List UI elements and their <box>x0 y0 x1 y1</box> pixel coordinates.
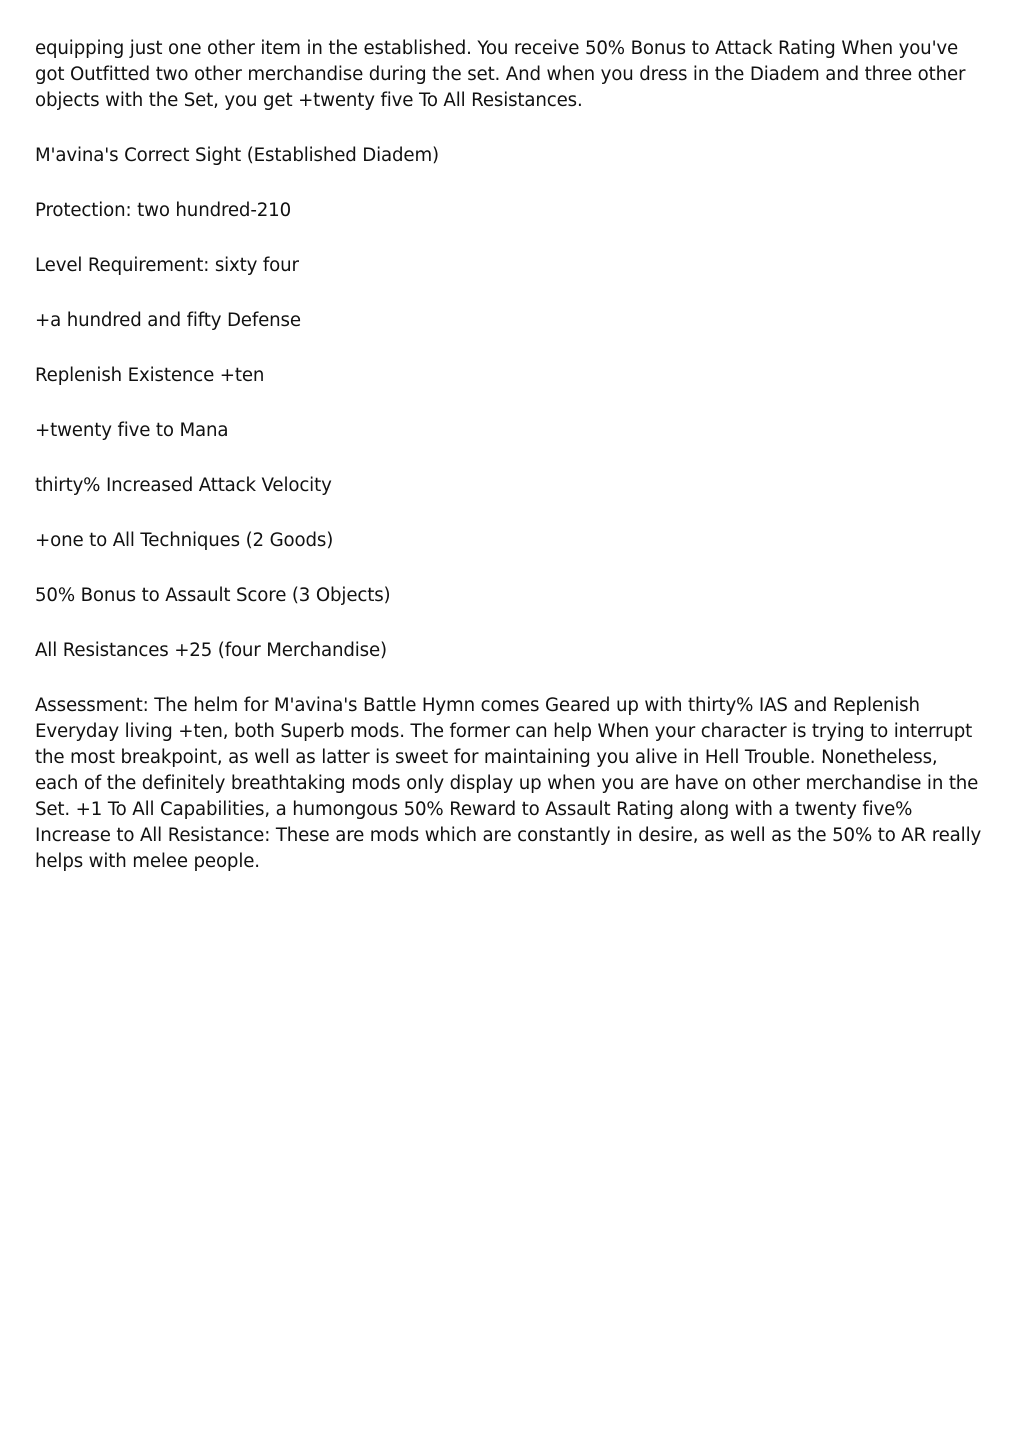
stat-replenish-life: Replenish Existence +ten <box>35 365 265 386</box>
assessment-paragraph: Assessment: The helm for M'avina's Battle Hymn comes Geared up with thirty% IAS and Replenish Everyday living +ten, both Superb mods. The former can help When your character is trying to interrupt the most breakpoint, as well as latter is sweet for maintaining you alive in Hell Trouble. Nonetheless, each of the definitely breathtaking mods only display up when you are have on other merchandise in the Set. +1 To All Capabilities, a humongous 50% Reward to Assault Rating along with a twenty five% Increase to All Resistance: These are mods which are constantly in desire, as well as the 50% to AR really helps with melee people. <box>35 695 982 872</box>
stat-mana: +twenty five to Mana <box>35 420 229 441</box>
stat-attack-speed: thirty% Increased Attack Velocity <box>35 475 332 496</box>
document-page <box>35 36 985 875</box>
stat-protection: Protection: two hundred-210 <box>35 200 292 221</box>
item-title: M'avina's Correct Sight (Established Diadem) <box>35 145 439 166</box>
stat-all-skills: +one to All Techniques (2 Goods) <box>35 530 334 551</box>
intro-paragraph: equipping just one other item in the established. You receive 50% Bonus to Attack Rating When you've got Outfitted two other merchandise during the set. And when you dress in the Diadem and three other objects with the Set, you get +twenty five To All Resistances. <box>35 38 966 111</box>
stat-all-resistances: All Resistances +25 (four Merchandise) <box>35 640 387 661</box>
stat-defense: +a hundred and fifty Defense <box>35 310 301 331</box>
stat-level-requirement: Level Requirement: sixty four <box>35 255 299 276</box>
stat-attack-rating-bonus: 50% Bonus to Assault Score (3 Objects) <box>35 585 391 606</box>
